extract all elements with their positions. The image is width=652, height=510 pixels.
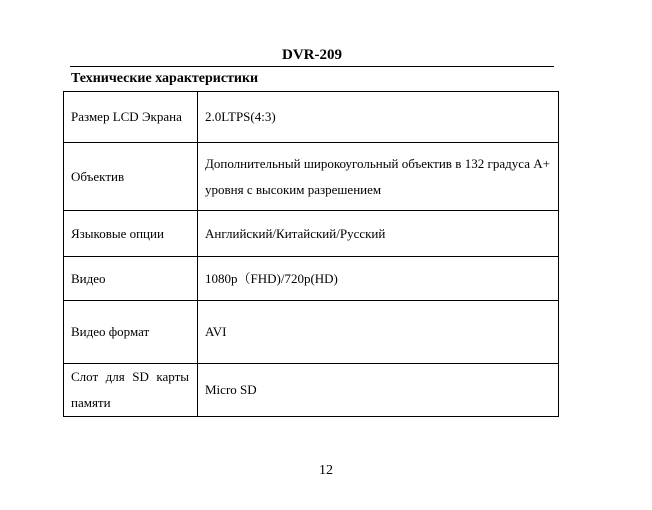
spec-name: Слот для SD карты памяти: [64, 364, 198, 417]
page-number: 12: [319, 463, 333, 478]
spec-value: Micro SD: [198, 364, 559, 417]
spec-value: 1080p（FHD)/720p(HD): [198, 257, 559, 301]
spec-value: 2.0LTPS(4:3): [198, 92, 559, 143]
spec-name: Объектив: [64, 143, 198, 211]
table-row: [64, 257, 559, 301]
spec-value: AVI: [198, 301, 559, 364]
spec-value: Дополнительный широкоугольный объектив в 132 градуса A+ уровня с высоким разрешением: [198, 143, 559, 211]
document-title: DVR-209: [282, 47, 342, 63]
table-row: [64, 301, 559, 364]
spec-name: Видео: [64, 257, 198, 301]
table-row: [64, 92, 559, 143]
table-row: [64, 364, 559, 417]
spec-name: Языковые опции: [64, 211, 198, 257]
spec-name: Размер LCD Экрана: [64, 92, 198, 143]
table-row: [64, 143, 559, 211]
spec-value: Английский/Китайский/Русский: [198, 211, 559, 257]
spec-name: Видео формат: [64, 301, 198, 364]
section-heading: Технические характеристики: [71, 71, 259, 86]
specifications-table: [63, 91, 559, 417]
table-row: [64, 211, 559, 257]
title-divider: [70, 66, 554, 67]
